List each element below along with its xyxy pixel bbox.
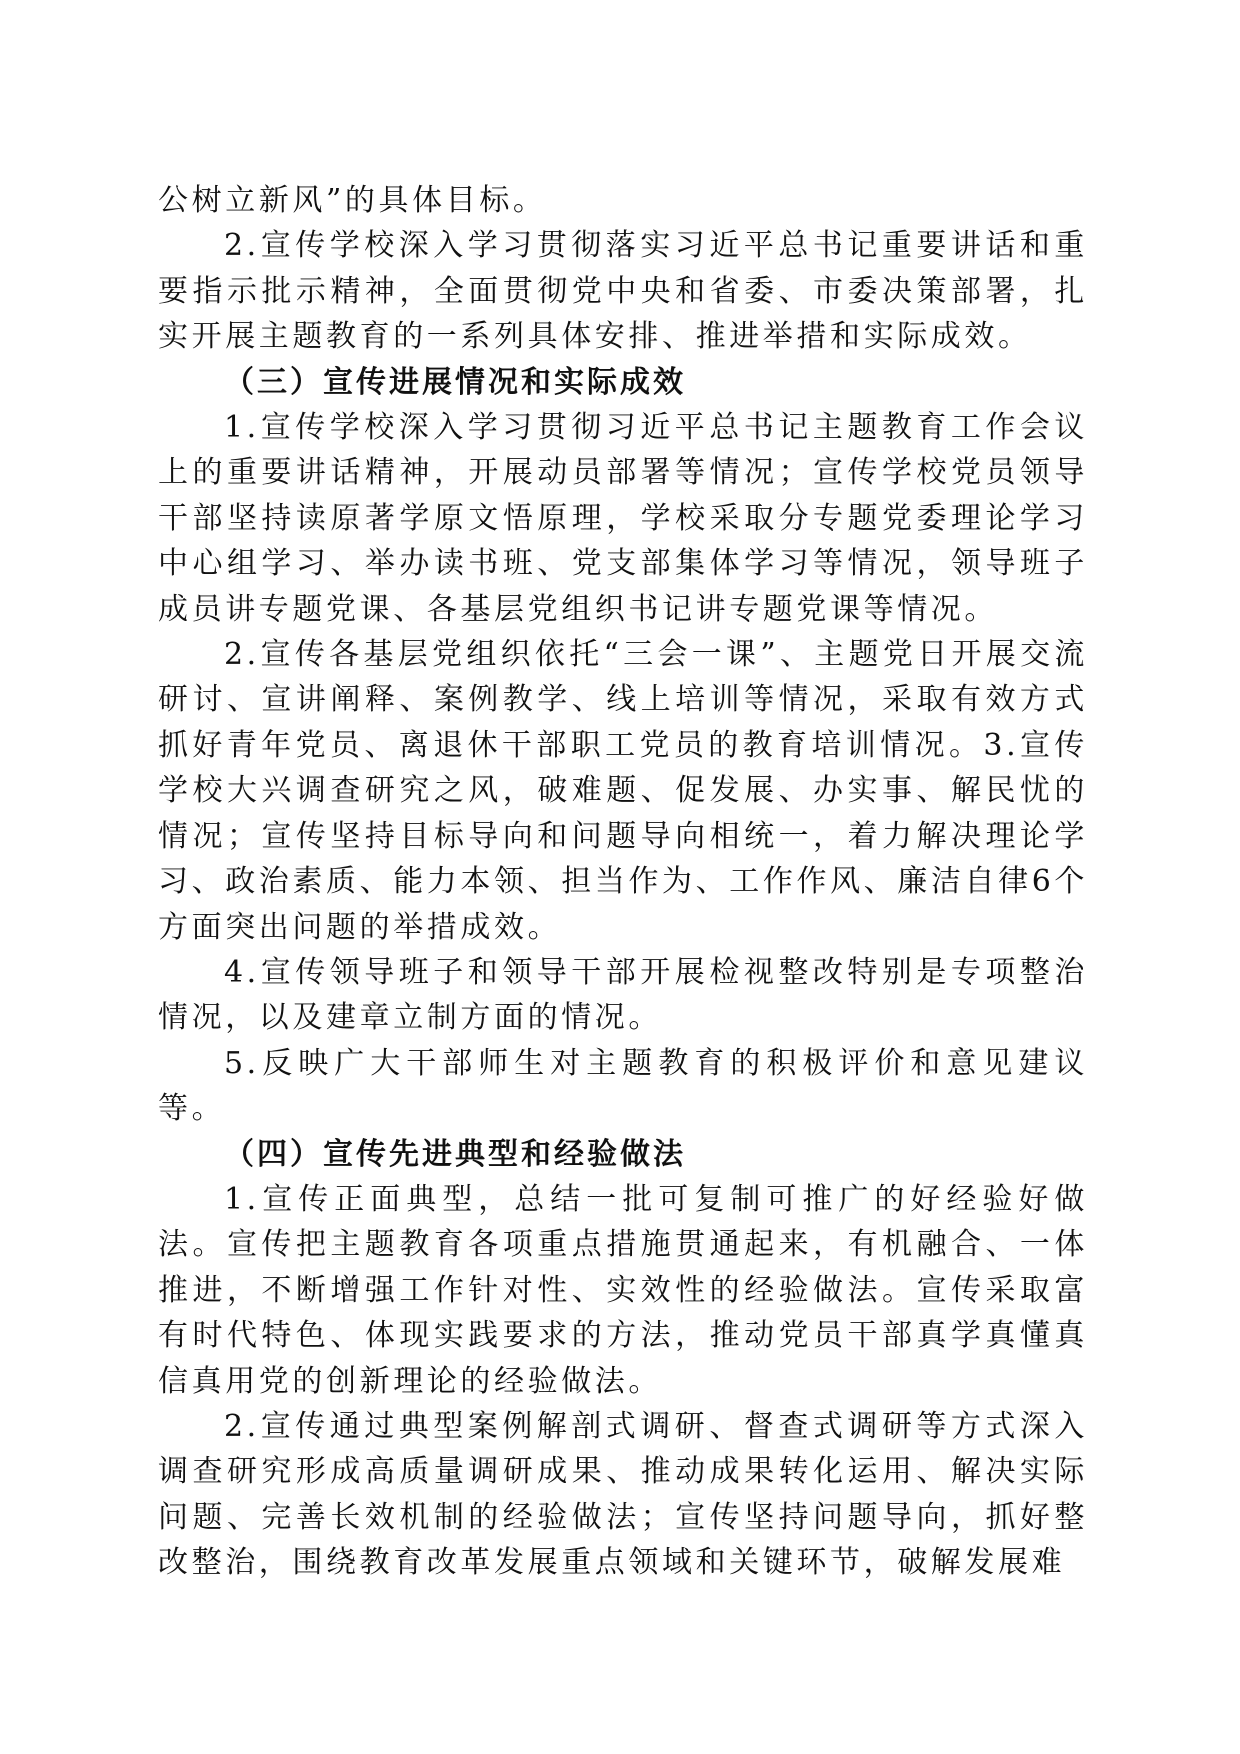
paragraph-item: 5.反映广大干部师生对主题教育的积极评价和意见建议等。 bbox=[158, 1045, 1088, 1127]
paragraph-item: 1.宣传正面典型，总结一批可复制可推广的好经验好做法。宣传把主题教育各项重点措施贯通起来，有机融合、一体推进，不断增强工作针对性、实效性的经验做法。宣传采取富有时代特色、体现实践要求的方法，推动党员干部真学真懂真信真用党的创新理论的经验做法。 bbox=[158, 1181, 1088, 1399]
section-heading-4: （四）宣传先进典型和经验做法 bbox=[224, 1136, 686, 1172]
paragraph-item: 2.宣传学校深入学习贯彻落实习近平总书记重要讲话和重要指示批示精神，全面贯彻党中央和省委、市委决策部署，扎实开展主题教育的一系列具体安排、推进举措和实际成效。 bbox=[158, 228, 1088, 355]
paragraph-item: 1.宣传学校深入学习贯彻习近平总书记主题教育工作会议上的重要讲话精神，开展动员部署等情况；宣传学校党员领导干部坚持读原著学原文悟原理，学校采取分专题党委理论学习中心组学习、举办读书班、党支部集体学习等情况，领导班子成员讲专题党课、各基层党组织书记讲专题党课等情况。 bbox=[158, 410, 1088, 627]
paragraph-continuation: 公树立新风”的具体目标。 bbox=[158, 183, 547, 218]
document-page bbox=[158, 178, 1088, 1586]
paragraph-item: 4.宣传领导班子和领导干部开展检视整改特别是专项整治情况，以及建章立制方面的情况。 bbox=[158, 954, 1088, 1036]
paragraph-item: 2.宣传各基层党组织依托“三会一课”、主题党日开展交流研讨、宣讲阐释、案例教学、线上培训等情况，采取有效方式抓好青年党员、离退休干部职工党员的教育培训情况。3.宣传学校大兴调查研究之风，破难题、促发展、办实事、解民忧的情况；宣传坚持目标导向和问题导向相统一，着力解决理论学习、政治素质、能力本领、担当作为、工作作风、廉洁自律6个方面突出问题的举措成效。 bbox=[158, 637, 1088, 945]
section-heading-3: （三）宣传进展情况和实际成效 bbox=[224, 364, 686, 400]
paragraph-item: 2.宣传通过典型案例解剖式调研、督查式调研等方式深入调查研究形成高质量调研成果、推动成果转化运用、解决实际问题、完善长效机制的经验做法；宣传坚持问题导向，抓好整改整治，围绕教育改革发展重点领域和关键环节，破解发展难 bbox=[158, 1408, 1088, 1581]
